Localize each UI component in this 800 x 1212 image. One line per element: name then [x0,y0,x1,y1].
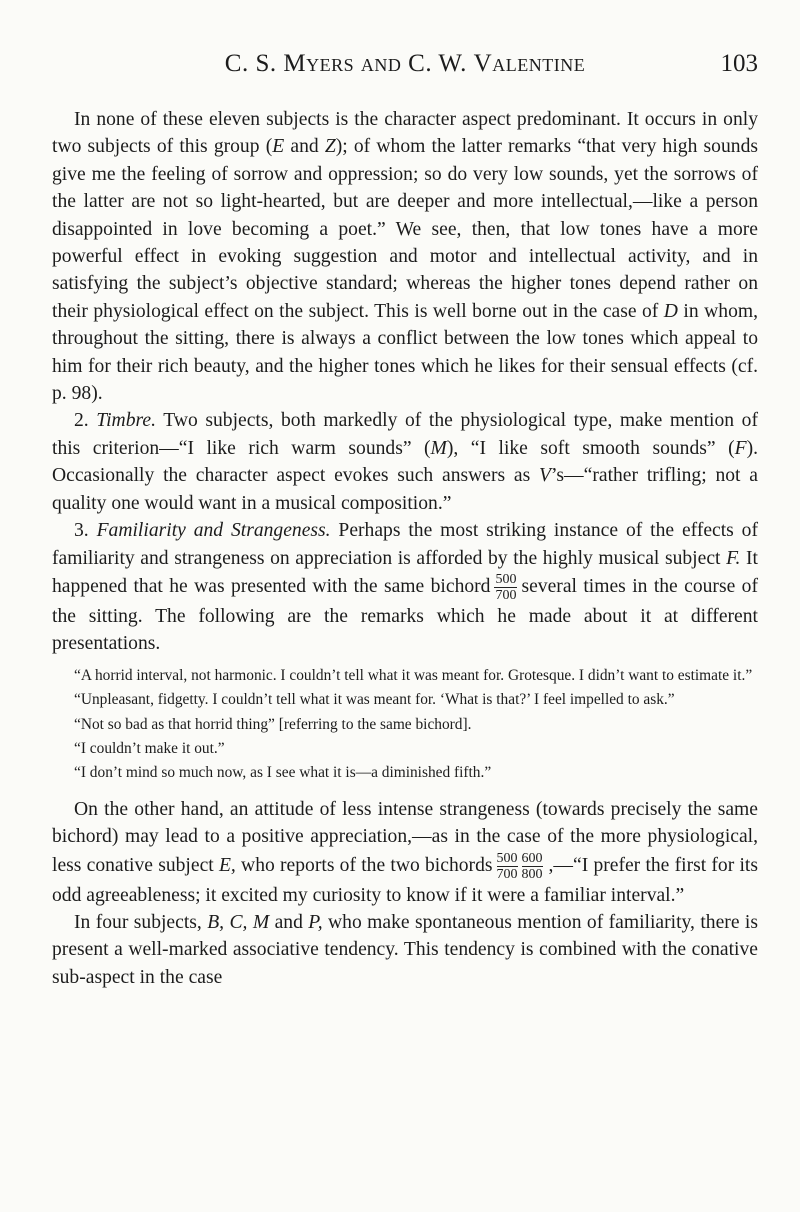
quote-line-4: “I couldn’t make it out.” [74,739,225,757]
quote-line-3: “Not so bad as that horrid thing” [referring to the same bichord]. [74,715,472,733]
page [52,50,758,991]
paragraph-1: In none of these eleven subjects is the character aspect predominant. It occurs in only two subjects of this group (E and Z); of whom the latter remarks “that very high sounds give me the feeling of sorrow and oppression; so do very low sounds, yet the sorrows of the latter are not so light-hearted, but are deeper and more intellectual,—like a person disappointed in love becoming a poet.” We see, then, that low tones have a more powerful effect in evoking suggestion and motor and intellectual activity, and in satisfying the subject’s objective standard; whereas the higher tones depend rather on their physiological effect on the subject. This is well borne out in the case of D in whom, throughout the sitting, there is always a conflict between the low tones which appeal to him for their rich beauty, and the higher tones which he likes for their sensual effects (cf. p. 98). [52,109,759,405]
body-text [52,106,758,991]
quote-line-2: “Unpleasant, fidgetty. I couldn’t tell what it was meant for. ‘What is that?’ I feel impelled to ask.” [74,691,675,709]
quote-line-5: “I don’t mind so much now, as I see what it is—a diminished fifth.” [74,764,492,782]
author1-name: Myers [283,50,355,77]
quotation-block [52,664,758,786]
section-title-timbre: Timbre. [96,410,156,432]
running-header [52,50,758,92]
paragraph-4: On the other hand, an attitude of less intense strangeness (towards precisely the same bichord) may lead to a positive appreciation,—as in the case of the more physiological, less conative subject E, who reports of the two bichords $\frac{500}{700}$ $\frac{600}{800}$ ,—“I prefer the first for its odd agreeableness; it excited my curiosity to know if it were a familiar interval.” [52,798,758,906]
section-title-familiarity: Familiarity and Strangeness. [96,520,331,542]
bichord-fraction: $\frac{500}{700}$ [495,571,517,603]
paragraph-5: In four subjects, B, C, M and P, who make spontaneous mention of familiarity, there is present a well-marked associative tendency. This tendency is combined with the conative sub-aspect in the case [52,911,758,988]
running-head-authors [52,50,758,78]
page-number: 103 [720,50,758,77]
paragraph-2-timbre: 2. Timbre. Two subjects, both markedly of the physiological type, make mention of this criterion—“I like rich warm sounds” (M), “I like soft smooth sounds” (F). Occasionally the character aspect evokes such answers as V’s—“rather trifling; not a quality one would want in a musical composition.” [52,410,758,514]
author1-initial: C. S. [224,50,284,77]
and-text: and [354,50,409,77]
bichord-fractions-pair: $\frac{500}{700}$ $\frac{600}{800}$ [496,850,543,882]
author2-initial: C. W. [408,50,474,77]
quote-line-1: “A horrid interval, not harmonic. I couldn’t tell what it was meant for. Grotesque. I didn’t want to estimate it.” [74,666,753,684]
paragraph-3-familiarity: 3. Familiarity and Strangeness. Perhaps the most striking instance of the effects of familiarity and strangeness on appreciation is afforded by the highly musical subject F. It happened that he was presented with the same bichord $\frac{500}{700}$ several times in the course of the sitting. The following are the remarks which he made about it at different presentations. [52,520,758,655]
author2-name: Valentine [473,50,586,77]
